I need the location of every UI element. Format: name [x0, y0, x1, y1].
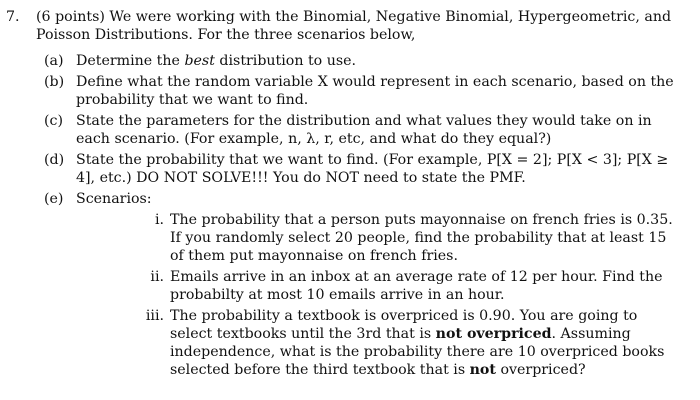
- scenario-text: The probability a textbook is overpriced is 0.90. You are going to select textbooks until the 3rd that is not overpriced. Assuming independence, what is the probability there are 10 overpriced books selected before the third textbook that is not overpriced?: [170, 308, 665, 378]
- part-d: [44, 151, 694, 187]
- part-text: Define what the random variable X would represent in each scenario, based on the probability that we want to find.: [76, 74, 674, 108]
- scenario-number: i.: [154, 212, 164, 228]
- scenario-iii: [140, 307, 694, 379]
- problem-intro: (6 points) We were working with the Binomial, Negative Binomial, Hypergeometric, and Poisson Distributions. For the three scenarios below,: [36, 9, 672, 43]
- part-a: [44, 52, 694, 70]
- parts-list: [6, 52, 694, 379]
- part-text: State the probability that we want to find. (For example, P[X = 2]; P[X < 3]; P[X ≥ 4], etc.) DO NOT SOLVE!!! You do NOT need to state the PMF.: [76, 152, 669, 186]
- part-c: [44, 112, 694, 148]
- scenario-text: Emails arrive in an inbox at an average rate of 12 per hour. Find the probabilty at most 10 emails arrive in an hour.: [170, 269, 663, 303]
- emphasis-best: best: [184, 53, 215, 69]
- part-letter: (e): [44, 191, 64, 207]
- part-e: [44, 190, 694, 208]
- bold-not: not: [469, 362, 496, 378]
- scenario-text: The probability that a person puts mayonnaise on french fries is 0.35. If you randomly select 20 people, find the probability that at least 15 of them put mayonnaise on french fries.: [170, 212, 673, 264]
- part-text: Determine the best distribution to use.: [76, 53, 357, 69]
- scenarios-list: [44, 211, 694, 379]
- problem-7: [6, 8, 694, 382]
- scenario-ii: [140, 268, 694, 304]
- part-b: [44, 73, 694, 109]
- part-letter: (d): [44, 152, 65, 168]
- problem-header: [6, 8, 694, 44]
- part-letter: (b): [44, 74, 65, 90]
- part-text: State the parameters for the distribution and what values they would take on in each scenario. (For example, n, λ, r, etc, and what do they equal?): [76, 113, 652, 147]
- problem-number: 7.: [6, 9, 20, 25]
- part-letter: (c): [44, 113, 64, 129]
- scenario-i: [140, 211, 694, 265]
- part-letter: (a): [44, 53, 64, 69]
- scenario-number: ii.: [150, 269, 164, 285]
- scenario-number: iii.: [145, 308, 164, 324]
- part-text: Scenarios:: [76, 191, 152, 207]
- bold-not-overpriced: not overpriced: [435, 326, 552, 342]
